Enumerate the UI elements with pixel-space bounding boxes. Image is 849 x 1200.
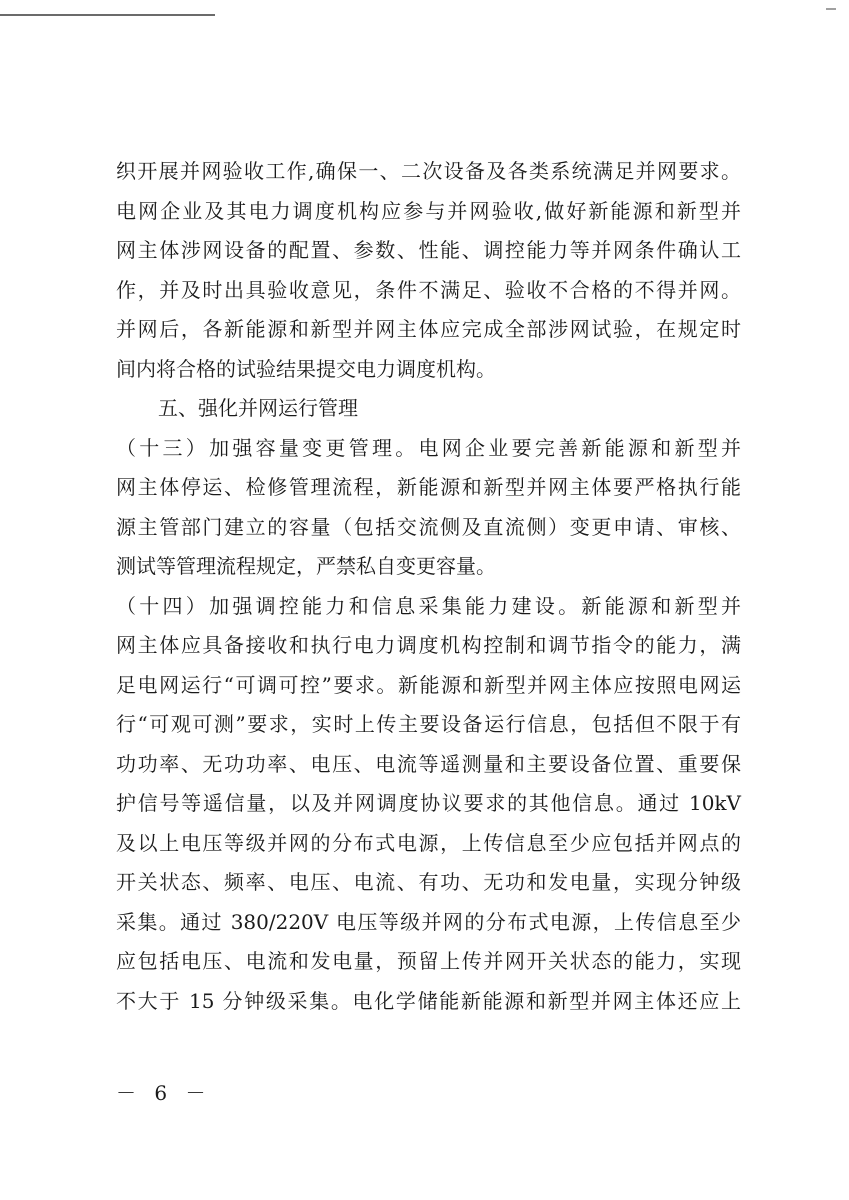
body-line: 间内将合格的试验结果提交电力调度机构。 — [116, 356, 496, 381]
body-line: 作，并及时出具验收意见，条件不满足、验收不合格的不得并网。 — [116, 277, 741, 302]
body-line: 采集。通过 380/220V 电压等级并网的分布式电源，上传信息至少 — [116, 909, 741, 934]
body-line: 网主体停运、检修管理流程，新能源和新型并网主体要严格执行能 — [116, 475, 741, 499]
body-line: 开关状态、频率、电压、电流、有功、无功和发电量，实现分钟级 — [116, 870, 741, 894]
body-line: 行“可观可测”要求，实时上传主要设备运行信息，包括但不限于有 — [116, 712, 741, 736]
page-number: － 6 － — [116, 1081, 212, 1105]
scan-edge-mark — [826, 8, 836, 10]
body-line: 测试等管理流程规定，严禁私自变更容量。 — [116, 554, 496, 578]
scan-edge-line — [0, 14, 215, 16]
body-line: 电网企业及其电力调度机构应参与并网验收,做好新能源和新型并 — [116, 198, 741, 223]
body-line: 护信号等遥信量，以及并网调度协议要求的其他信息。通过 10kV — [116, 791, 741, 815]
body-line: 不大于 15 分钟级采集。电化学储能新能源和新型并网主体还应上 — [116, 988, 741, 1013]
body-line: 功功率、无功功率、电压、电流等遥测量和主要设备位置、重要保 — [116, 751, 741, 776]
paragraph-first-line: （十四）加强调控能力和信息采集能力建设。新能源和新型并 — [116, 593, 741, 618]
section-heading: 五、强化并网运行管理 — [158, 396, 358, 420]
body-line: 及以上电压等级并网的分布式电源，上传信息至少应包括并网点的 — [116, 830, 741, 855]
body-line: 织开展并网验收工作,确保一、二次设备及各类系统满足并网要求。 — [116, 159, 741, 183]
body-line: 网主体涉网设备的配置、参数、性能、调控能力等并网条件确认工 — [116, 238, 741, 262]
body-line: 并网后，各新能源和新型并网主体应完成全部涉网试验，在规定时 — [116, 317, 741, 341]
body-line: 应包括电压、电流和发电量，预留上传并网开关状态的能力，实现 — [116, 949, 741, 973]
body-line: 源主管部门建立的容量（包括交流侧及直流侧）变更申请、审核、 — [116, 514, 741, 539]
body-line: 网主体应具备接收和执行电力调度机构控制和调节指令的能力，满 — [116, 633, 741, 657]
paragraph-first-line: （十三）加强容量变更管理。电网企业要完善新能源和新型并 — [116, 435, 741, 460]
body-line: 足电网运行“可调可控”要求。新能源和新型并网主体应按照电网运 — [116, 672, 741, 697]
document-body — [116, 152, 741, 1021]
